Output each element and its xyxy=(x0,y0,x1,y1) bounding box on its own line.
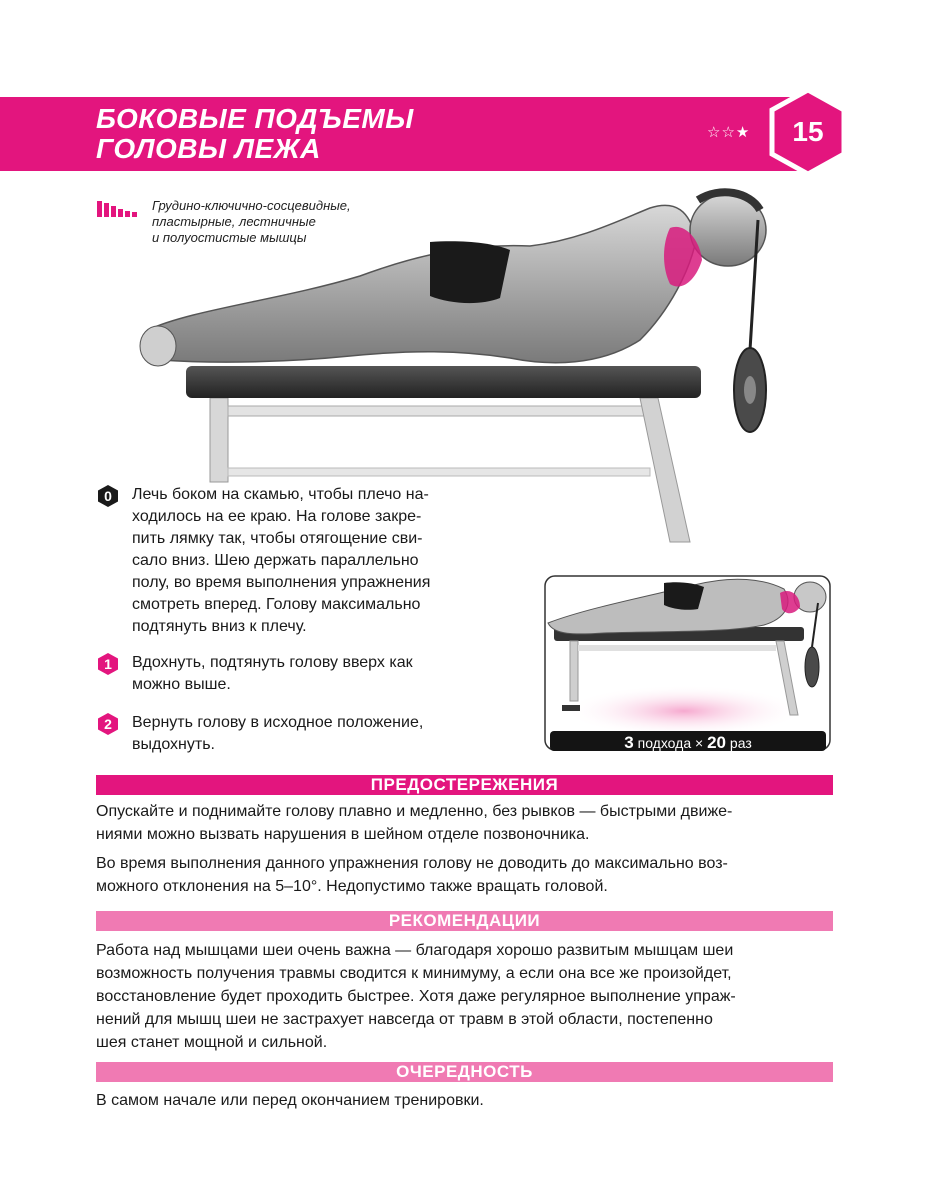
step-number-icon xyxy=(96,652,120,676)
step-line: пить лямку так, чтобы отягощение сви- xyxy=(132,530,423,547)
svg-text:2: 2 xyxy=(104,716,112,732)
step-line: выдохнуть. xyxy=(132,736,215,753)
step-line: Вдохнуть, подтянуть голову вверх как xyxy=(132,654,413,671)
step-2 xyxy=(96,712,476,756)
muscles-line: и полуостистые мышцы xyxy=(152,230,307,245)
exercise-number: 15 xyxy=(792,116,824,147)
text-line: нений для мышц шеи не застрахует навсегда от травм в этой области, постепенно xyxy=(96,1011,713,1028)
sets-reps-caption xyxy=(549,733,827,753)
difficulty-stars-icon: ☆☆★ xyxy=(707,124,751,141)
text-line: Работа над мышцами шеи очень важна — благодаря хорошо развитым мышцам шеи xyxy=(96,942,734,959)
text-line: можного отклонения на 5–10°. Недопустимо также вращать головой. xyxy=(96,878,608,895)
sets-word: подхода xyxy=(637,735,692,751)
sets-count: 3 xyxy=(624,733,634,752)
text-line: ниями можно вызвать нарушения в шейном отделе позвоночника. xyxy=(96,826,590,843)
step-start xyxy=(96,484,476,638)
text-line: Опускайте и поднимайте голову плавно и медленно, без рывков — быстрыми движе- xyxy=(96,803,733,820)
svg-text:1: 1 xyxy=(104,656,112,672)
text-line: В самом начале или перед окончанием тренировки. xyxy=(96,1092,484,1109)
warnings-heading: ПРЕДОСТЕРЕЖЕНИЯ xyxy=(96,775,833,795)
text-line: шея станет мощной и сильной. xyxy=(96,1034,328,1051)
step-number-icon xyxy=(96,712,120,736)
title-line-1: БОКОВЫЕ ПОДЪЕМЫ xyxy=(96,103,414,134)
order-heading: ОЧЕРЕДНОСТЬ xyxy=(96,1062,833,1082)
step-line: подтянуть вниз к плечу. xyxy=(132,618,307,635)
reps-word: раз xyxy=(729,735,752,751)
step-1 xyxy=(96,652,476,696)
step-line: Вернуть голову в исходное положение, xyxy=(132,714,424,731)
svg-text:0: 0 xyxy=(104,488,112,504)
recommendations-heading: РЕКОМЕНДАЦИИ xyxy=(96,911,833,931)
times-sign: × xyxy=(695,735,704,751)
muscles-line: пластырные, лестничные xyxy=(152,214,316,229)
muscles-line: Грудино-ключично-сосцевидные, xyxy=(152,198,351,213)
step-line: сало вниз. Шею держать параллельно xyxy=(132,552,419,569)
title-line-2: ГОЛОВЫ ЛЕЖА xyxy=(96,133,321,164)
exercise-title xyxy=(96,104,414,164)
text-line: возможность получения травмы сводится к минимуму, а если она все же произойдет, xyxy=(96,965,732,982)
step-line: Лечь боком на скамью, чтобы плечо на- xyxy=(132,486,429,503)
step-line: полу, во время выполнения упражнения xyxy=(132,574,431,591)
text-line: восстановление будет проходить быстрее. Хотя даже регулярное выполнение упраж- xyxy=(96,988,736,1005)
text-line: Во время выполнения данного упражнения голову не доводить до максимально воз- xyxy=(96,855,728,872)
reps-count: 20 xyxy=(707,733,727,752)
warnings-paragraph-2 xyxy=(96,852,836,898)
warnings-paragraph-1 xyxy=(96,800,836,846)
order-paragraph xyxy=(96,1089,836,1112)
end-position-illustration xyxy=(544,575,831,751)
recommendations-paragraph xyxy=(96,939,836,1054)
step-number-icon xyxy=(96,484,120,508)
step-line: можно выше. xyxy=(132,676,231,693)
step-line: смотреть вперед. Голову максимально xyxy=(132,596,421,613)
step-line: ходилось на ее краю. На голове закре- xyxy=(132,508,422,525)
